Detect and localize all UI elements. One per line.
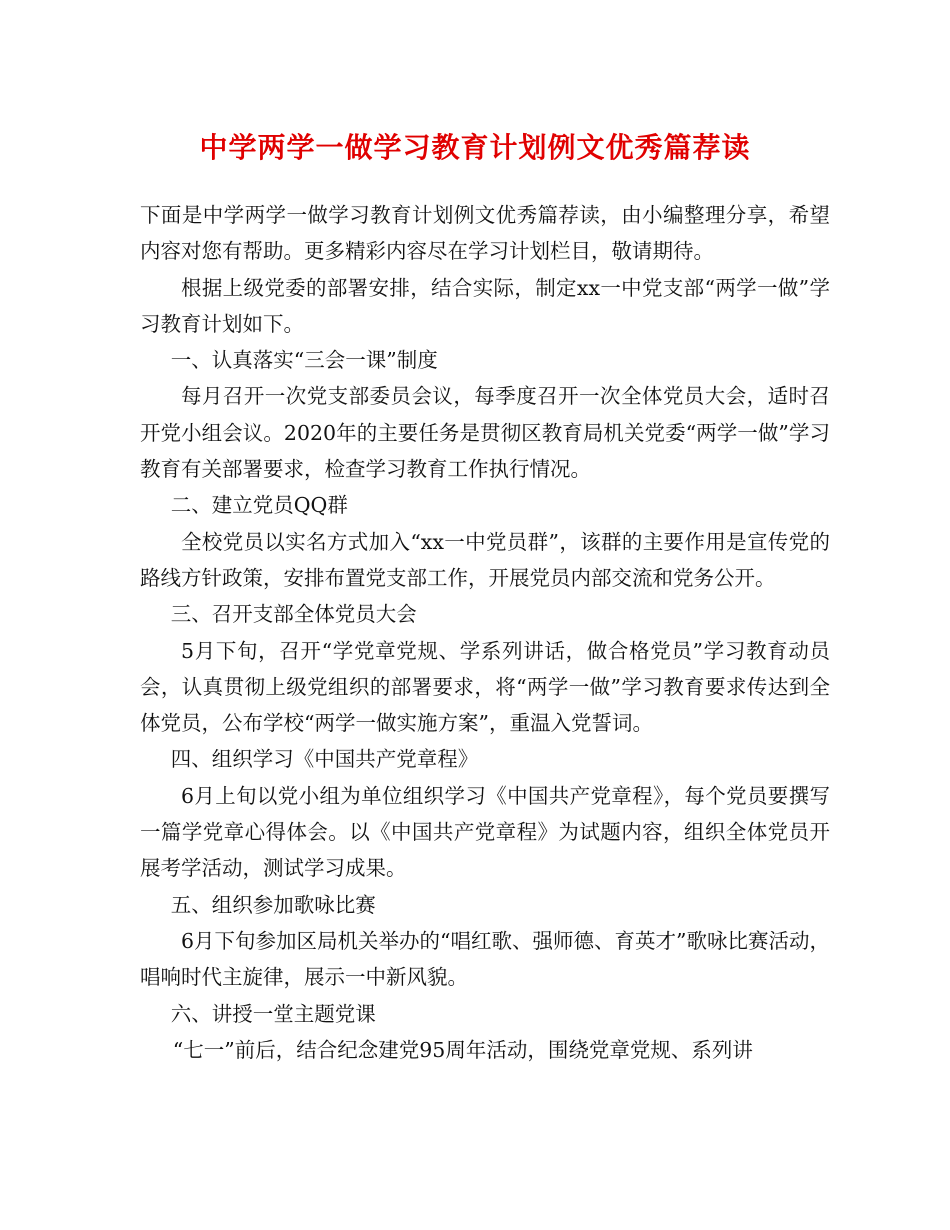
section-heading-1: 一、认真落实“三会一课”制度 xyxy=(170,348,438,373)
section-heading-2: 二、建立党员QQ群 xyxy=(170,493,348,518)
paragraph-section-2: 全校党员以实名方式加入“xx一中党员群”，该群的主要作用是宣传党的路线方针政策，安排布置党支部工作，开展党员内部交流和党务公开。 xyxy=(140,529,830,590)
paragraph-section-4: 6月上旬以党小组为单位组织学习《中国共产党章程》，每个党员要撰写一篇学党章心得体会。以《中国共产党章程》为试题内容，组织全体党员开展考学活动，测试学习成果。 xyxy=(140,783,830,881)
paragraph-section-5: 6月下旬参加区局机关举办的“唱红歌、强师德、育英才”歌咏比赛活动，唱响时代主旋律，展示一中新风貌。 xyxy=(140,928,831,990)
intro-paragraph: 下面是中学两学一做学习教育计划例文优秀篇荐读，由小编整理分享，希望内容对您有帮助。更多精彩内容尽在学习计划栏目，敬请期待。 xyxy=(140,203,830,264)
paragraph-section-3: 5月下旬，召开“学党章党规、学系列讲话，做合格党员”学习教育动员会，认真贯彻上级党组织的部署要求，将“两学一做”学习教育要求传达到全体党员，公布学校“两学一做实施方案”，重温入党誓词。 xyxy=(140,638,830,736)
document-body xyxy=(140,197,830,1068)
section-heading-4: 四、组织学习《中国共产党章程》 xyxy=(170,747,479,772)
section-heading-3: 三、召开支部全体党员大会 xyxy=(170,602,417,627)
paragraph-section-1: 每月召开一次党支部委员会议，每季度召开一次全体党员大会，适时召开党小组会议。2020年的主要任务是贯彻区教育局机关党委“两学一做”学习教育有关部署要求，检查学习教育工作执行情况。 xyxy=(140,384,830,482)
paragraph-section-6: “七一”前后，结合纪念建党95周年活动，围绕党章党规、系列讲 xyxy=(172,1037,753,1062)
paragraph-plan-overview: 根据上级党委的部署安排，结合实际，制定xx一中党支部“两学一做”学习教育计划如下。 xyxy=(140,275,830,336)
section-heading-5: 五、组织参加歌咏比赛 xyxy=(170,892,376,917)
section-heading-6: 六、讲授一堂主题党课 xyxy=(170,1001,376,1026)
document-title: 中学两学一做学习教育计划例文优秀篇荐读 xyxy=(199,131,751,164)
